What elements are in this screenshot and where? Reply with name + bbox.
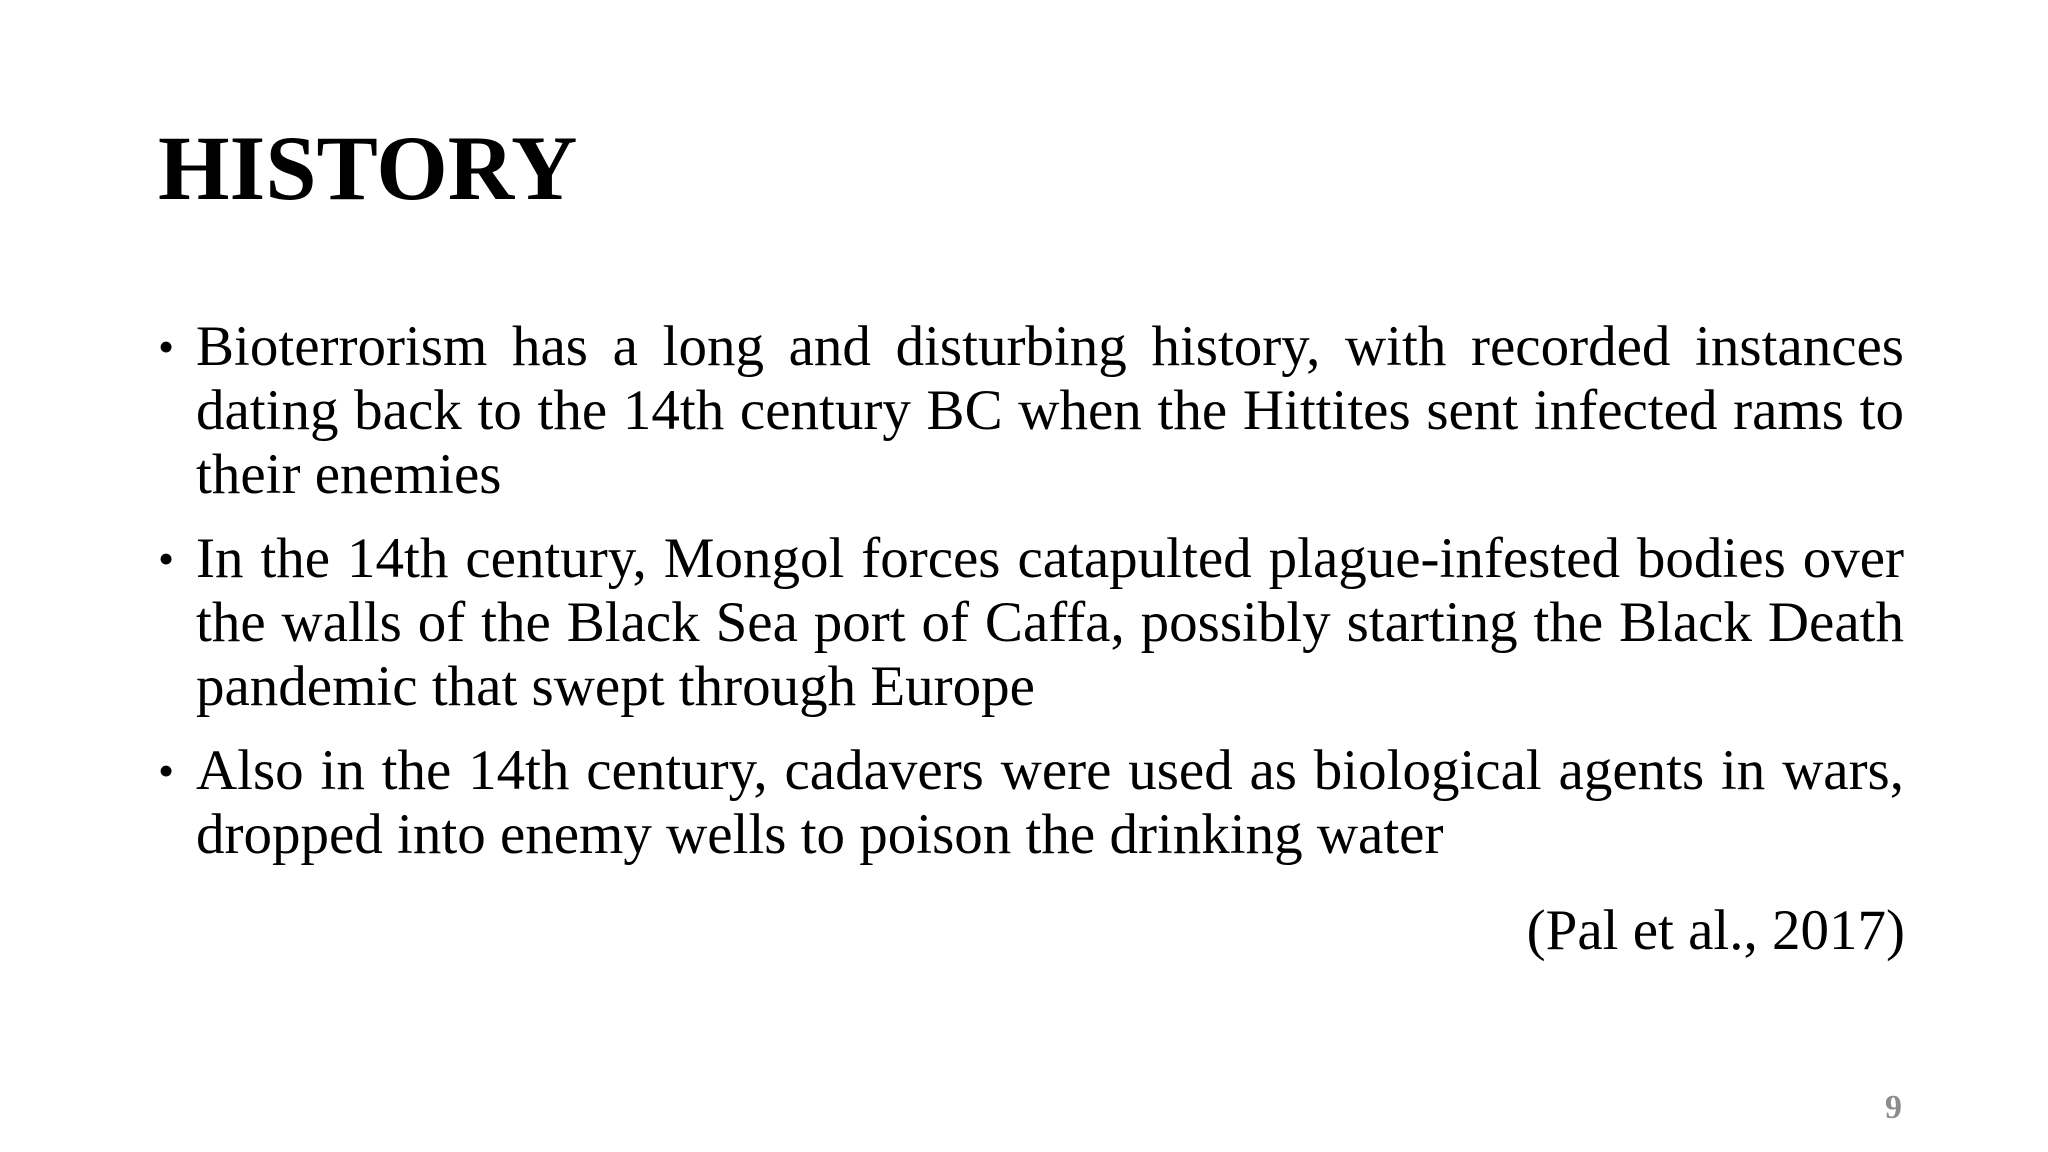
bullet-list xyxy=(158,315,1904,887)
bullet-item xyxy=(158,527,1904,719)
bullet-text: Bioterrorism has a long and disturbing history, with recorded instances dating back to the 14th century BC when the Hittites sent infected rams to their enemies xyxy=(196,315,1904,506)
bullet-marker: • xyxy=(158,745,175,796)
slide-title: HISTORY xyxy=(158,117,578,219)
bullet-item xyxy=(158,315,1904,507)
bullet-text: Also in the 14th century, cadavers were used as biological agents in wars, dropped into enemy wells to poison the drinking water xyxy=(196,739,1904,866)
bullet-item xyxy=(158,739,1904,867)
citation: (Pal et al., 2017) xyxy=(1526,899,1905,962)
bullet-text: In the 14th century, Mongol forces catapulted plague-infested bodies over the walls of the Black Sea port of Caffa, possibly starting the Black Death pandemic that swept through Europe xyxy=(196,527,1904,718)
bullet-marker: • xyxy=(158,533,175,584)
bullet-marker: • xyxy=(158,321,175,372)
page-number: 9 xyxy=(1885,1089,1902,1126)
